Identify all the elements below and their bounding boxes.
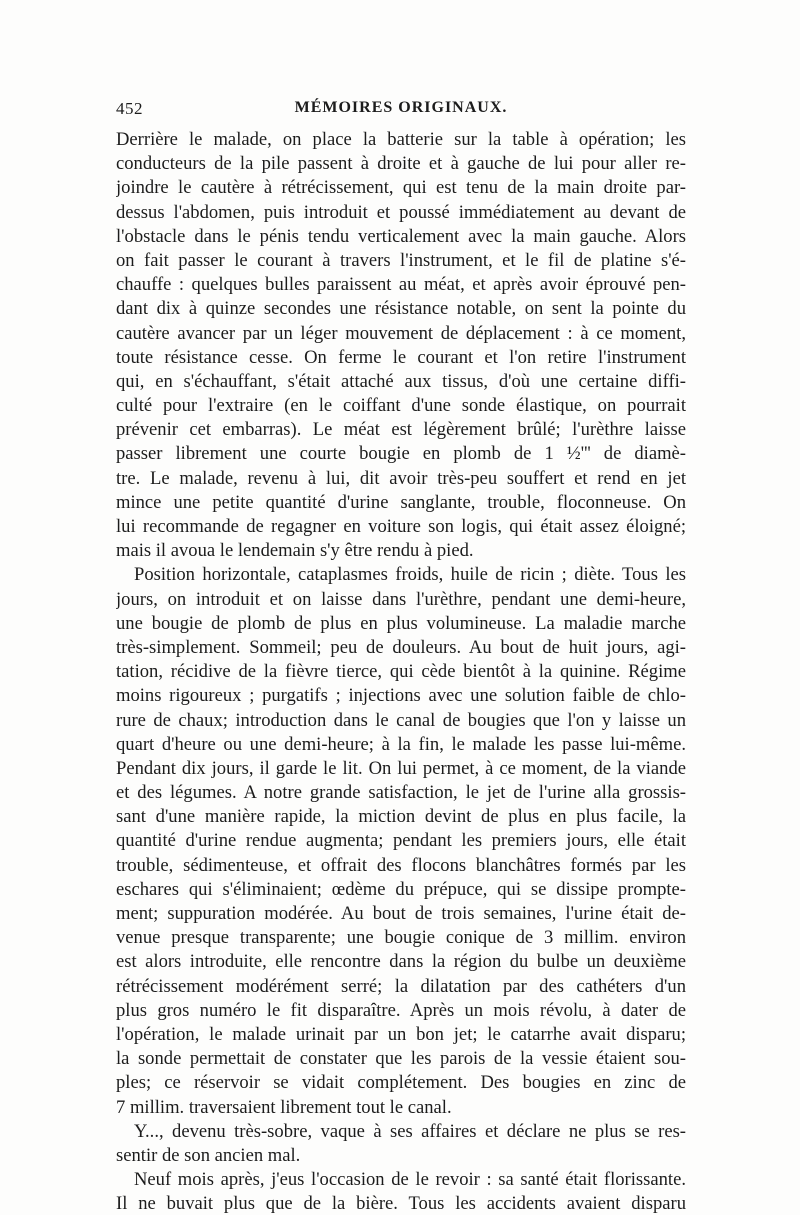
text-line: mais il avoua le lendemain s'y être rendu à pied.	[116, 540, 474, 562]
text-line: joindre le cautère à rétrécissement, qui est tenu de la main droite par-	[116, 177, 686, 199]
text-line: cautère avancer par un léger mouvement de déplacement : à ce moment,	[116, 322, 686, 344]
text-line: mince une petite quantité d'urine sanglante, trouble, floconneuse. On	[116, 491, 686, 513]
text-line: ples; ce réservoir se vidait complétement. Des bougies en zinc de	[116, 1072, 686, 1094]
text-line: est alors introduite, elle rencontre dans la région du bulbe un deuxième	[116, 951, 686, 973]
text-line: venue presque transparente; une bougie conique de 3 millim. environ	[116, 927, 686, 949]
text-line: très-simplement. Sommeil; peu de douleurs. Au bout de huit jours, agi-	[116, 636, 686, 658]
text-line: dant dix à quinze secondes une résistance notable, on sent la pointe du	[116, 298, 686, 320]
text-line: toute résistance cesse. On ferme le courant et l'on retire l'instrument	[116, 346, 686, 368]
body-text	[116, 128, 686, 1216]
text-line: Y..., devenu très-sobre, vaque à ses affaires et déclare ne plus se res-	[134, 1120, 686, 1142]
text-line: culté pour l'extraire (en le coiffant d'une sonde élastique, on pourrait	[116, 395, 686, 417]
text-line: l'opération, le malade urinait par un bon jet; le catarrhe avait disparu;	[116, 1023, 686, 1045]
text-line: jours, on introduit et on laisse dans l'urèthre, pendant une demi-heure,	[116, 588, 686, 610]
text-line: rure de chaux; introduction dans le canal de bougies que l'on y laisse un	[116, 709, 686, 731]
text-line: Il ne buvait plus que de la bière. Tous les accidents avaient disparu	[116, 1193, 686, 1215]
page-number: 452	[116, 99, 143, 118]
text-line: Neuf mois après, j'eus l'occasion de le revoir : sa santé était florissante.	[134, 1169, 686, 1191]
text-line: plus gros numéro le fit disparaître. Après un mois révolu, à dater de	[116, 999, 686, 1021]
text-line: ment; suppuration modérée. Au bout de trois semaines, l'urine était de-	[116, 903, 686, 924]
text-line: quantité d'urine rendue augmenta; pendant les premiers jours, elle était	[116, 830, 686, 852]
text-line: rétrécissement modérément serré; la dilatation par des cathéters d'un	[116, 975, 686, 997]
text-line: moins rigoureux ; purgatifs ; injections avec une solution faible de chlo-	[116, 685, 686, 707]
text-line: la sonde permettait de constater que les parois de la vessie étaient sou-	[116, 1048, 686, 1070]
text-line: qui, en s'échauffant, s'était attaché aux tissus, d'où une certaine diffi-	[116, 370, 686, 392]
text-line: trouble, sédimenteuse, et offrait des flocons blanchâtres formés par les	[116, 854, 686, 876]
text-line: quart d'heure ou une demi-heure; à la fin, le malade les passe lui-même.	[116, 733, 686, 755]
running-head	[116, 99, 686, 123]
text-line: passer librement une courte bougie en plomb de 1 ½''' de diamè-	[116, 443, 686, 465]
text-line: eschares qui s'éliminaient; œdème du prépuce, qui se dissipe prompte-	[116, 878, 686, 900]
text-line: sant d'une manière rapide, la miction devint de plus en plus facile, la	[116, 806, 686, 828]
text-line: sentir de son ancien mal.	[116, 1144, 301, 1166]
text-line: Derrière le malade, on place la batterie sur la table à opération; les	[116, 129, 686, 150]
text-line: lui recommande de regagner en voiture son logis, qui était assez éloigné;	[116, 516, 686, 537]
text-line: dessus l'abdomen, puis introduit et poussé immédiatement au devant de	[116, 201, 686, 223]
text-line: tation, récidive de la fièvre tierce, qui cède bientôt à la quinine. Régime	[116, 661, 686, 683]
text-line: l'obstacle dans le pénis tendu verticalement avec la main gauche. Alors	[116, 225, 686, 247]
text-line: et des légumes. A notre grande satisfaction, le jet de l'urine alla grossis-	[116, 782, 686, 804]
text-line: une bougie de plomb de plus en plus volumineuse. La maladie marche	[116, 612, 686, 634]
text-line: Position horizontale, cataplasmes froids, huile de ricin ; diète. Tous les	[134, 564, 686, 586]
text-line: on fait passer le courant à travers l'instrument, et le fil de platine s'é-	[116, 249, 686, 271]
running-title: MÉMOIRES ORIGINAUX.	[294, 99, 508, 116]
text-line: tre. Le malade, revenu à lui, dit avoir très-peu souffert et rend en jet	[116, 467, 686, 489]
text-line: prévenir cet embarras). Le méat est légèrement brûlé; l'urèthre laisse	[116, 419, 686, 441]
text-line: conducteurs de la pile passent à droite et à gauche de lui pour aller re-	[116, 153, 686, 175]
text-line: Pendant dix jours, il garde le lit. On lui permet, à ce moment, de la viande	[116, 757, 686, 779]
text-line: 7 millim. traversaient librement tout le canal.	[116, 1096, 452, 1118]
text-line: chauffe : quelques bulles paraissent au méat, et après avoir éprouvé pen-	[116, 274, 686, 296]
